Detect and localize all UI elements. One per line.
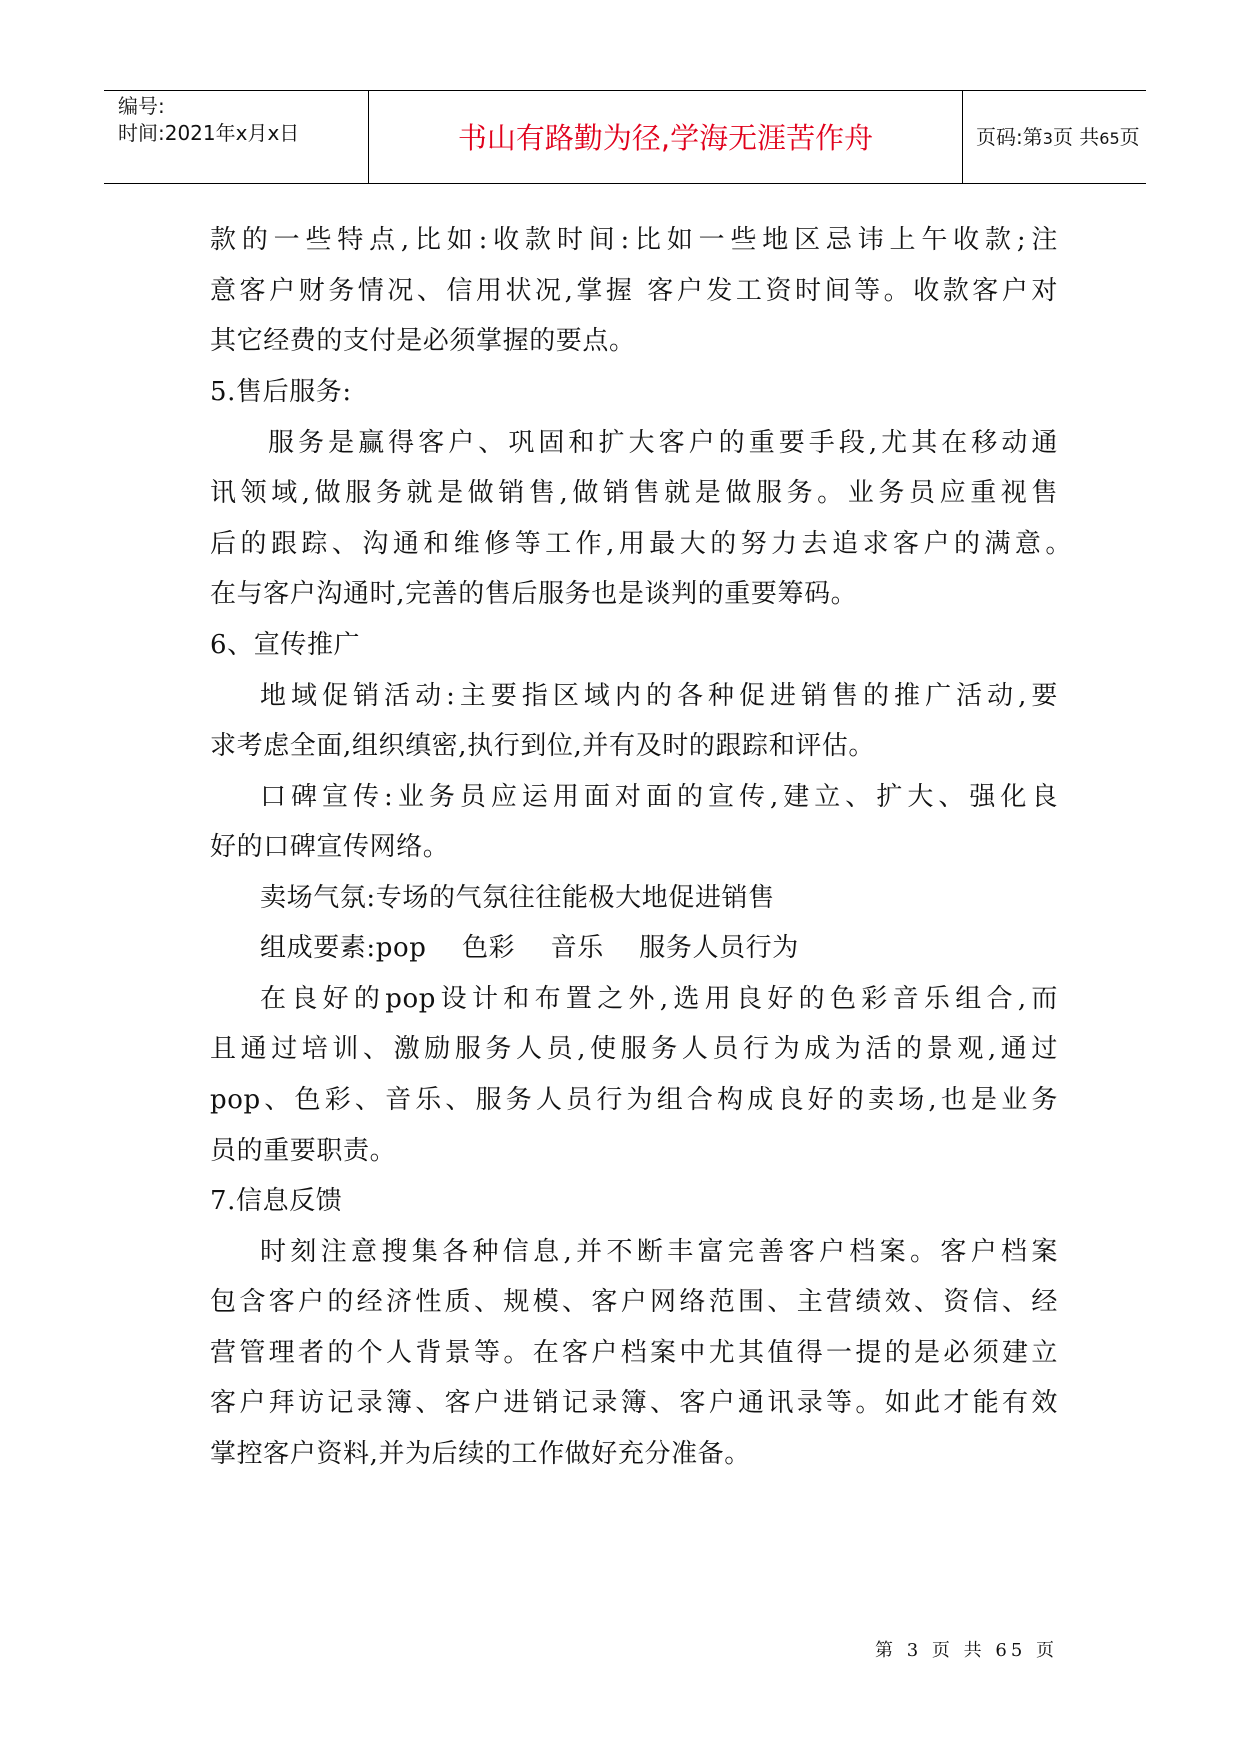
section-heading-promotion: 6、宣传推广 — [210, 630, 361, 660]
section-heading-feedback: 7.信息反馈 — [210, 1186, 343, 1216]
body-line: 讯领域,做服务就是做销售,做销售就是做服务。业务员应重视售 — [210, 478, 1058, 508]
page-mid: 页 共 — [1052, 125, 1100, 149]
body-line: 客户拜访记录簿、客户进销记录簿、客户通讯录等。如此才能有效 — [210, 1388, 1058, 1418]
body-line: 好的口碑宣传网络。 — [210, 832, 450, 862]
page-suffix: 页 — [1119, 125, 1140, 149]
body-line: 款的一些特点,比如:收款时间:比如一些地区忌讳上午收款;注 — [210, 225, 1058, 255]
body-line: 卖场气氛:专场的气氛往往能极大地促进销售 — [260, 883, 775, 913]
document-number-label: 编号: — [118, 94, 165, 118]
document-time-label: 时间:2021年x月x日 — [118, 121, 300, 145]
body-line: 求考虑全面,组织缜密,执行到位,并有及时的跟踪和评估。 — [210, 731, 875, 761]
body-line: 在与客户沟通时,完善的售后服务也是谈判的重要筹码。 — [210, 579, 858, 609]
body-line: 且通过培训、激励服务人员,使服务人员行为成为活的景观,通过 — [210, 1034, 1058, 1064]
body-line: 口碑宣传:业务员应运用面对面的宣传,建立、扩大、强化良 — [260, 782, 1058, 812]
body-line: 包含客户的经济性质、规模、客户网络范围、主营绩效、资信、经 — [210, 1287, 1058, 1317]
body-line: 员的重要职责。 — [210, 1136, 397, 1166]
body-line: 组成要素:pop 色彩 音乐 服务人员行为 — [260, 933, 799, 963]
page-current: 3 — [1042, 129, 1053, 148]
body-line: 时刻注意搜集各种信息,并不断丰富完善客户档案。客户档案 — [260, 1237, 1058, 1267]
header-motto: 书山有路勤为径,学海无涯苦作舟 — [457, 121, 874, 155]
page-footer: 第 3 页 共 65 页 — [875, 1640, 1058, 1661]
page-prefix: 页码:第 — [976, 125, 1043, 149]
body-line: 营管理者的个人背景等。在客户档案中尤其值得一提的是必须建立 — [210, 1338, 1058, 1368]
body-line: 在良好的pop设计和布置之外,选用良好的色彩音乐组合,而 — [260, 984, 1058, 1014]
body-line: 后的跟踪、沟通和维修等工作,用最大的努力去追求客户的满意。 — [210, 529, 1072, 559]
body-line: 其它经费的支付是必须掌握的要点。 — [210, 326, 636, 356]
page-total: 65 — [1099, 129, 1120, 148]
section-heading-after-sales: 5.售后服务: — [210, 377, 352, 407]
body-line: 服务是赢得客户、巩固和扩大客户的重要手段,尤其在移动通 — [268, 428, 1058, 458]
body-line: pop、色彩、音乐、服务人员行为组合构成良好的卖场,也是业务 — [210, 1085, 1058, 1115]
body-line: 掌控客户资料,并为后续的工作做好充分准备。 — [210, 1439, 751, 1469]
body-line: 意客户财务情况、信用状况,掌握 客户发工资时间等。收款客户对 — [210, 276, 1058, 306]
body-line: 地域促销活动:主要指区域内的各种促进销售的推广活动,要 — [260, 681, 1058, 711]
